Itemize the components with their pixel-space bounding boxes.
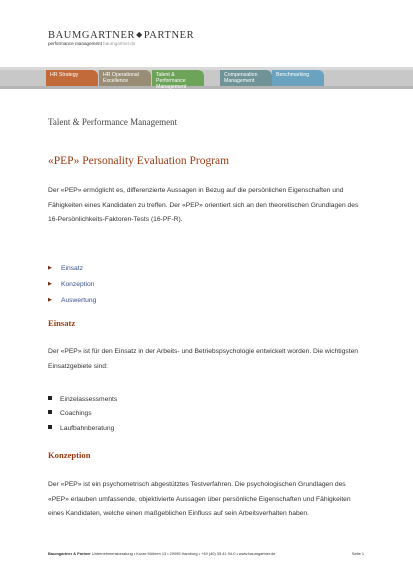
einsatz-paragraph: Der «PEP» ist für den Einsatz in der Arbeits- und Betriebspsychologie entwickelt worden. Die wichtigsten Einsatzgebiete sind: (48, 348, 359, 370)
list-item: Laufbahnberatung (48, 422, 117, 436)
footer-page-number: Seite 1 (351, 551, 364, 556)
footer-details: Unternehmensberatung • Kurze Mühren 13 • 20095 Hamburg • +49 (40) 35 41 94-0 • www.baumgartner.de (91, 551, 276, 556)
main-navigation (0, 67, 413, 89)
page-footer (48, 551, 364, 556)
tab-talent-performance-management[interactable]: Talent & Performance Management (152, 70, 204, 86)
logo-tagline: performance management baumgartner.de (48, 41, 136, 46)
anchor-links (48, 261, 96, 308)
intro-paragraph: Der «PEP» ermöglicht es, differenzierte Aussagen in Bezug auf die persönlichen Eigenschaften und Fähigkeiten eines Kandidaten zu treffen. Der «PEP» orientiert sich an den theoretischen Grundlagen des 16-Persönlichkeits-Faktoren-Tests (16-PF-R). (48, 187, 359, 224)
heading-konzeption: Konzeption (48, 450, 91, 460)
logo-wordmark: BAUMGARTNER◆PARTNER (48, 30, 195, 41)
arrow-right-icon: ▶ (48, 280, 52, 287)
anchor-link-label[interactable]: Konzeption (61, 280, 95, 288)
anchor-link-auswertung[interactable] (48, 293, 96, 309)
einsatz-list (48, 393, 117, 436)
heading-einsatz: Einsatz (48, 318, 76, 328)
bullet-square-icon (48, 410, 52, 414)
tab-hr-strategy[interactable]: HR Strategy (46, 70, 98, 86)
anchor-link-label[interactable]: Auswertung (61, 296, 97, 304)
tab-compensation-management[interactable]: Compensation Management (220, 70, 272, 86)
bullet-square-icon (48, 396, 52, 400)
section-label: Talent & Performance Management (48, 117, 178, 127)
tab-hr-operational-excellence[interactable]: HR Operational Excellence (99, 70, 151, 86)
logo-separator-icon: ◆ (136, 30, 143, 39)
konzeption-paragraph: Der «PEP» ist ein psychometrisch abgestütztes Testverfahren. Die psychologischen Grundlagen des «PEP» erlauben umfassende, objektivierte Aussagen über persönliche Eigenschaften und Fähigkeiten eines Kandidaten, welche einen maßgeblichen Einfluss auf sein Arbeitsverhalten haben. (48, 481, 351, 518)
anchor-link-label[interactable]: Einsatz (61, 265, 83, 272)
arrow-right-icon: ▶ (48, 296, 52, 303)
page-title: «PEP» Personality Evaluation Program (48, 155, 230, 167)
anchor-link-einsatz[interactable] (48, 261, 96, 277)
company-logo[interactable] (48, 29, 194, 47)
bullet-square-icon (48, 425, 52, 429)
arrow-right-icon: ▶ (48, 265, 52, 271)
list-item: Einzelassessments (48, 393, 117, 407)
tab-benchmarking[interactable]: Benchmarking (272, 70, 324, 86)
anchor-link-konzeption[interactable] (48, 277, 96, 293)
list-item: Coachings (48, 407, 117, 421)
footer-company: Baumgartner & Partner (48, 551, 91, 556)
